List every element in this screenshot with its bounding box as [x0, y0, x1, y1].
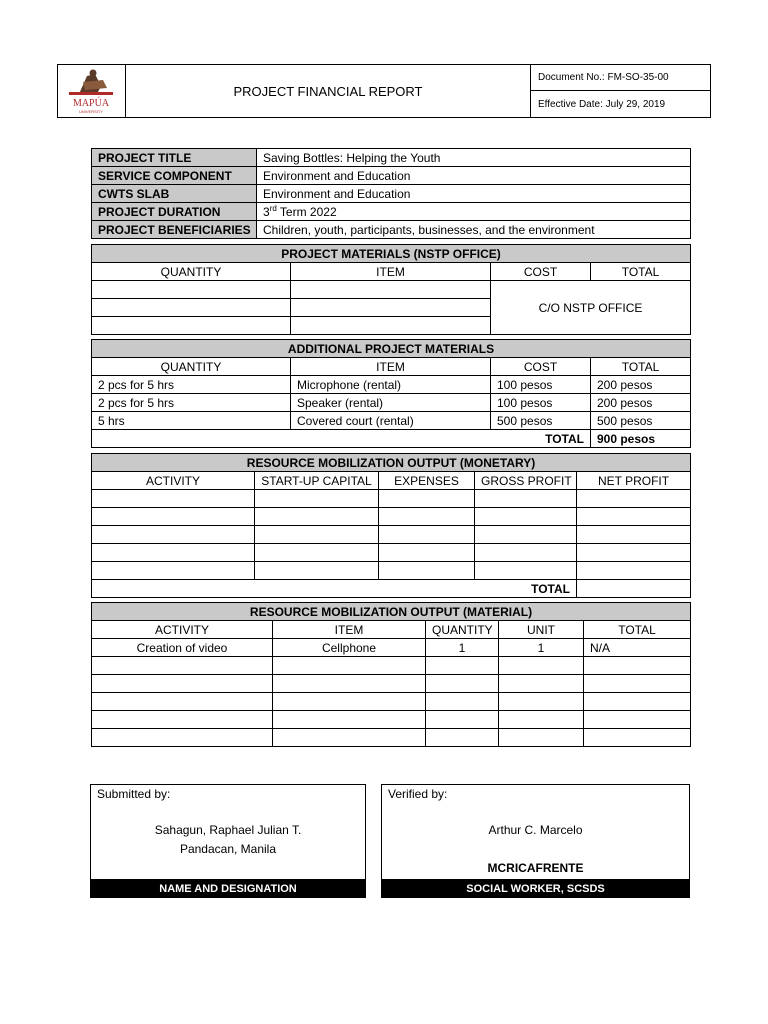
- university-logo: [57, 64, 126, 118]
- service-component-label: SERVICE COMPONENT: [92, 167, 257, 185]
- table-cell: [291, 299, 491, 317]
- verified-by-box: [381, 784, 690, 898]
- submitted-designation-bar: NAME AND DESIGNATION: [90, 879, 366, 898]
- unit-cell: 1: [499, 639, 584, 657]
- table-row: [92, 729, 691, 747]
- document-title: PROJECT FINANCIAL REPORT: [233, 83, 423, 99]
- project-duration-value: 3rd Term 2022: [257, 203, 691, 221]
- table-row: [92, 185, 691, 203]
- table-row: [92, 203, 691, 221]
- table-header-row: [92, 263, 691, 281]
- table-row: [92, 412, 691, 430]
- total-value: 900 pesos: [591, 430, 691, 448]
- column-header: ITEM: [273, 621, 426, 639]
- effective-date: Effective Date: July 29, 2019: [538, 99, 666, 110]
- column-header: QUANTITY: [426, 621, 499, 639]
- total-label: TOTAL: [92, 580, 577, 598]
- table-cell: [291, 281, 491, 299]
- item-cell: Microphone (rental): [291, 376, 491, 394]
- project-beneficiaries-label: PROJECT BENEFICIARIES: [92, 221, 257, 239]
- total-cell: N/A: [584, 639, 691, 657]
- table-row: [92, 167, 691, 185]
- project-duration-label: PROJECT DURATION: [92, 203, 257, 221]
- submitted-by-box: [90, 784, 366, 898]
- total-cell: 200 pesos: [591, 394, 691, 412]
- project-title-value: Saving Bottles: Helping the Youth: [257, 149, 691, 167]
- section-title: RESOURCE MOBILIZATION OUTPUT (MATERIAL): [92, 603, 691, 621]
- column-header: QUANTITY: [92, 263, 291, 281]
- verifier-org: MCRICAFRENTE: [487, 861, 584, 875]
- document-number: Document No.: FM-SO-35-00: [530, 64, 711, 91]
- total-cell: 200 pesos: [591, 376, 691, 394]
- item-cell: Covered court (rental): [291, 412, 491, 430]
- verifier-name: Arthur C. Marcelo: [488, 823, 583, 837]
- section-title: PROJECT MATERIALS (NSTP OFFICE): [92, 245, 691, 263]
- quantity-cell: 5 hrs: [92, 412, 291, 430]
- submitter-location: Pandacan, Manila: [179, 842, 277, 856]
- cwts-slab-label: CWTS SLAB: [92, 185, 257, 203]
- quantity-cell: 1: [426, 639, 499, 657]
- table-row: [92, 562, 691, 580]
- additional-materials-table: [91, 339, 691, 448]
- total-row: [92, 580, 691, 598]
- item-cell: Cellphone: [273, 639, 426, 657]
- table-row: [92, 394, 691, 412]
- cost-cell: 100 pesos: [491, 376, 591, 394]
- column-header: NET PROFIT: [577, 472, 691, 490]
- verified-designation-bar: SOCIAL WORKER, SCSDS: [381, 879, 690, 898]
- column-header: UNIT: [499, 621, 584, 639]
- submitted-by-label: Submitted by:: [97, 787, 171, 801]
- column-header: TOTAL: [584, 621, 691, 639]
- nstp-note: C/O NSTP OFFICE: [491, 281, 691, 335]
- table-cell: [92, 281, 291, 299]
- item-cell: Speaker (rental): [291, 394, 491, 412]
- column-header: ITEM: [291, 263, 491, 281]
- column-header: COST: [491, 263, 591, 281]
- quantity-cell: 2 pcs for 5 hrs: [92, 394, 291, 412]
- total-label: TOTAL: [92, 430, 591, 448]
- section-title: ADDITIONAL PROJECT MATERIALS: [92, 340, 691, 358]
- column-header: COST: [491, 358, 591, 376]
- column-header: TOTAL: [591, 263, 691, 281]
- table-header-row: [92, 472, 691, 490]
- column-header: QUANTITY: [92, 358, 291, 376]
- cwts-slab-value: Environment and Education: [257, 185, 691, 203]
- column-header: EXPENSES: [379, 472, 475, 490]
- material-output-table: [91, 602, 691, 747]
- cost-cell: 100 pesos: [491, 394, 591, 412]
- svg-text:MAPÚA: MAPÚA: [72, 98, 110, 109]
- column-header: GROSS PROFIT: [475, 472, 577, 490]
- column-header: ACTIVITY: [92, 621, 273, 639]
- section-title: RESOURCE MOBILIZATION OUTPUT (MONETARY): [92, 454, 691, 472]
- table-cell: [92, 317, 291, 335]
- quantity-cell: 2 pcs for 5 hrs: [92, 376, 291, 394]
- project-beneficiaries-value: Children, youth, participants, businesses, and the environment: [257, 221, 691, 239]
- table-row: [92, 490, 691, 508]
- table-row: [92, 526, 691, 544]
- activity-cell: Creation of video: [92, 639, 273, 657]
- svg-text:UNIVERSITY: UNIVERSITY: [78, 109, 104, 114]
- column-header: TOTAL: [591, 358, 691, 376]
- table-row: [92, 675, 691, 693]
- table-cell: [92, 299, 291, 317]
- submitter-name: Sahagun, Raphael Julian T.: [154, 823, 302, 837]
- column-header: ITEM: [291, 358, 491, 376]
- total-cell: 500 pesos: [591, 412, 691, 430]
- table-row: [92, 657, 691, 675]
- table-row: [92, 221, 691, 239]
- monetary-output-table: [91, 453, 691, 598]
- cost-cell: 500 pesos: [491, 412, 591, 430]
- service-component-value: Environment and Education: [257, 167, 691, 185]
- project-info-table: [91, 148, 691, 239]
- table-row: [92, 281, 691, 299]
- table-header-row: [92, 621, 691, 639]
- column-header: START-UP CAPITAL: [255, 472, 379, 490]
- nstp-materials-table: [91, 244, 691, 335]
- table-row: [92, 639, 691, 657]
- column-header: ACTIVITY: [92, 472, 255, 490]
- total-row: [92, 430, 691, 448]
- verified-by-label: Verified by:: [388, 787, 448, 801]
- table-row: [92, 376, 691, 394]
- table-row: [92, 508, 691, 526]
- project-title-label: PROJECT TITLE: [92, 149, 257, 167]
- table-header-row: [92, 358, 691, 376]
- table-row: [92, 149, 691, 167]
- table-cell: [291, 317, 491, 335]
- table-row: [92, 711, 691, 729]
- table-row: [92, 693, 691, 711]
- total-value: [577, 580, 691, 598]
- table-row: [92, 544, 691, 562]
